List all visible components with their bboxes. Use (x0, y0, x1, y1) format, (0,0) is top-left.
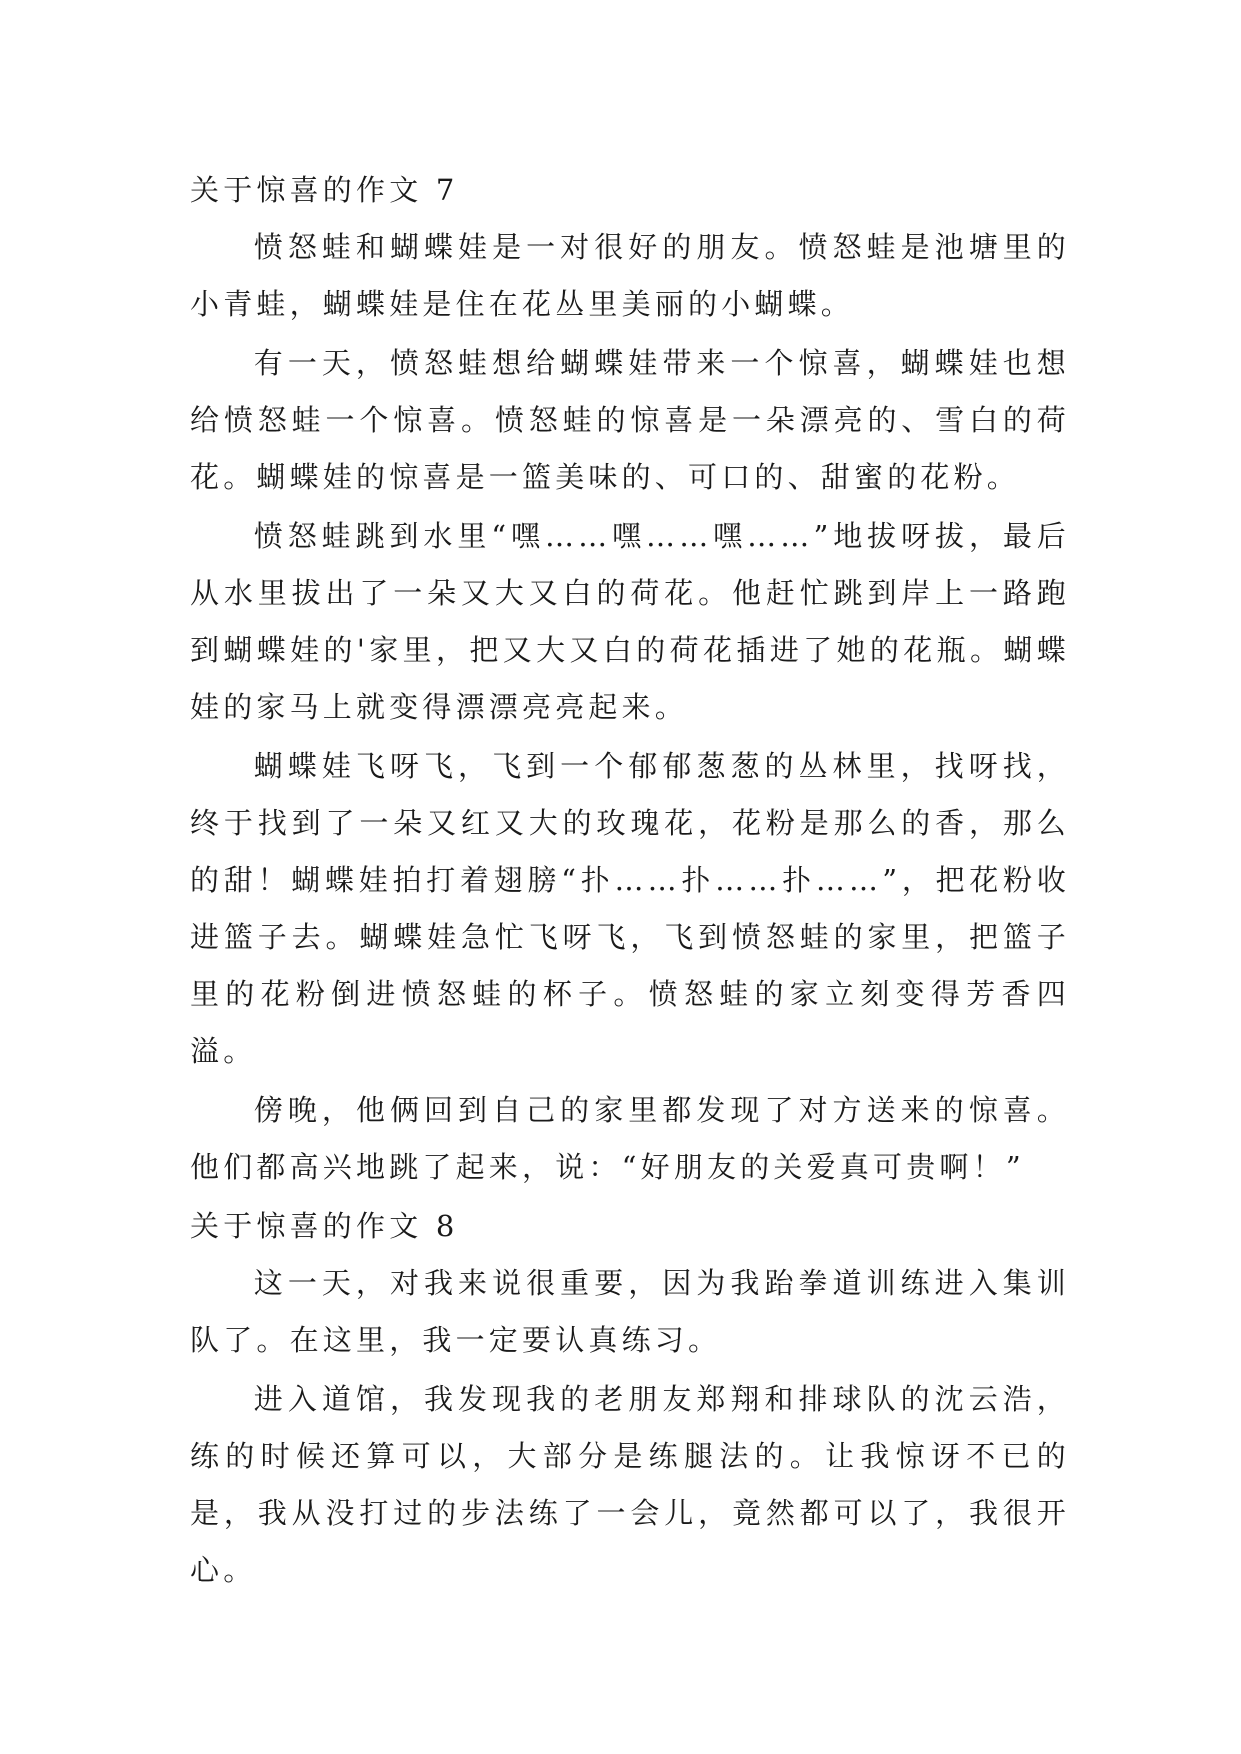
section-title: 关于惊喜的作文 7 (190, 173, 459, 207)
paragraph: 愤怒蛙跳到水里“嘿……嘿……嘿……”地拔呀拔，最后从水里拔出了一朵又大又白的荷花。他赶忙跳到岸上一路跑到蝴蝶娃的'家里，把又大又白的荷花插进了她的花瓶。蝴蝶娃的家马上就变得漂漂亮亮起来。 (190, 519, 1070, 724)
paragraph: 有一天，愤怒蛙想给蝴蝶娃带来一个惊喜，蝴蝶娃也想给愤怒蛙一个惊喜。愤怒蛙的惊喜是一朵漂亮的、雪白的荷花。蝴蝶娃的惊喜是一篮美味的、可口的、甜蜜的花粉。 (190, 346, 1070, 494)
paragraph: 傍晚，他俩回到自己的家里都发现了对方送来的惊喜。他们都高兴地跳了起来，说：“好朋友的关爱真可贵啊！” (190, 1093, 1070, 1184)
paragraph: 蝴蝶娃飞呀飞，飞到一个郁郁葱葱的丛林里，找呀找，终于找到了一朵又红又大的玫瑰花，花粉是那么的香，那么的甜！蝴蝶娃拍打着翅膀“扑……扑……扑……”，把花粉收进篮子去。蝴蝶娃急忙飞呀飞，飞到愤怒蛙的家里，把篮子里的花粉倒进愤怒蛙的杯子。愤怒蛙的家立刻变得芳香四溢。 (190, 749, 1070, 1068)
section-title: 关于惊喜的作文 8 (190, 1209, 459, 1243)
document-body (190, 162, 1070, 1601)
paragraph: 这一天，对我来说很重要，因为我跆拳道训练进入集训队了。在这里，我一定要认真练习。 (190, 1266, 1070, 1357)
paragraph: 进入道馆，我发现我的老朋友郑翔和排球队的沈云浩，练的时候还算可以，大部分是练腿法的。让我惊讶不已的是，我从没打过的步法练了一会儿，竟然都可以了，我很开心。 (190, 1382, 1070, 1587)
paragraph: 愤怒蛙和蝴蝶娃是一对很好的朋友。愤怒蛙是池塘里的小青蛙，蝴蝶娃是住在花丛里美丽的小蝴蝶。 (190, 230, 1070, 321)
